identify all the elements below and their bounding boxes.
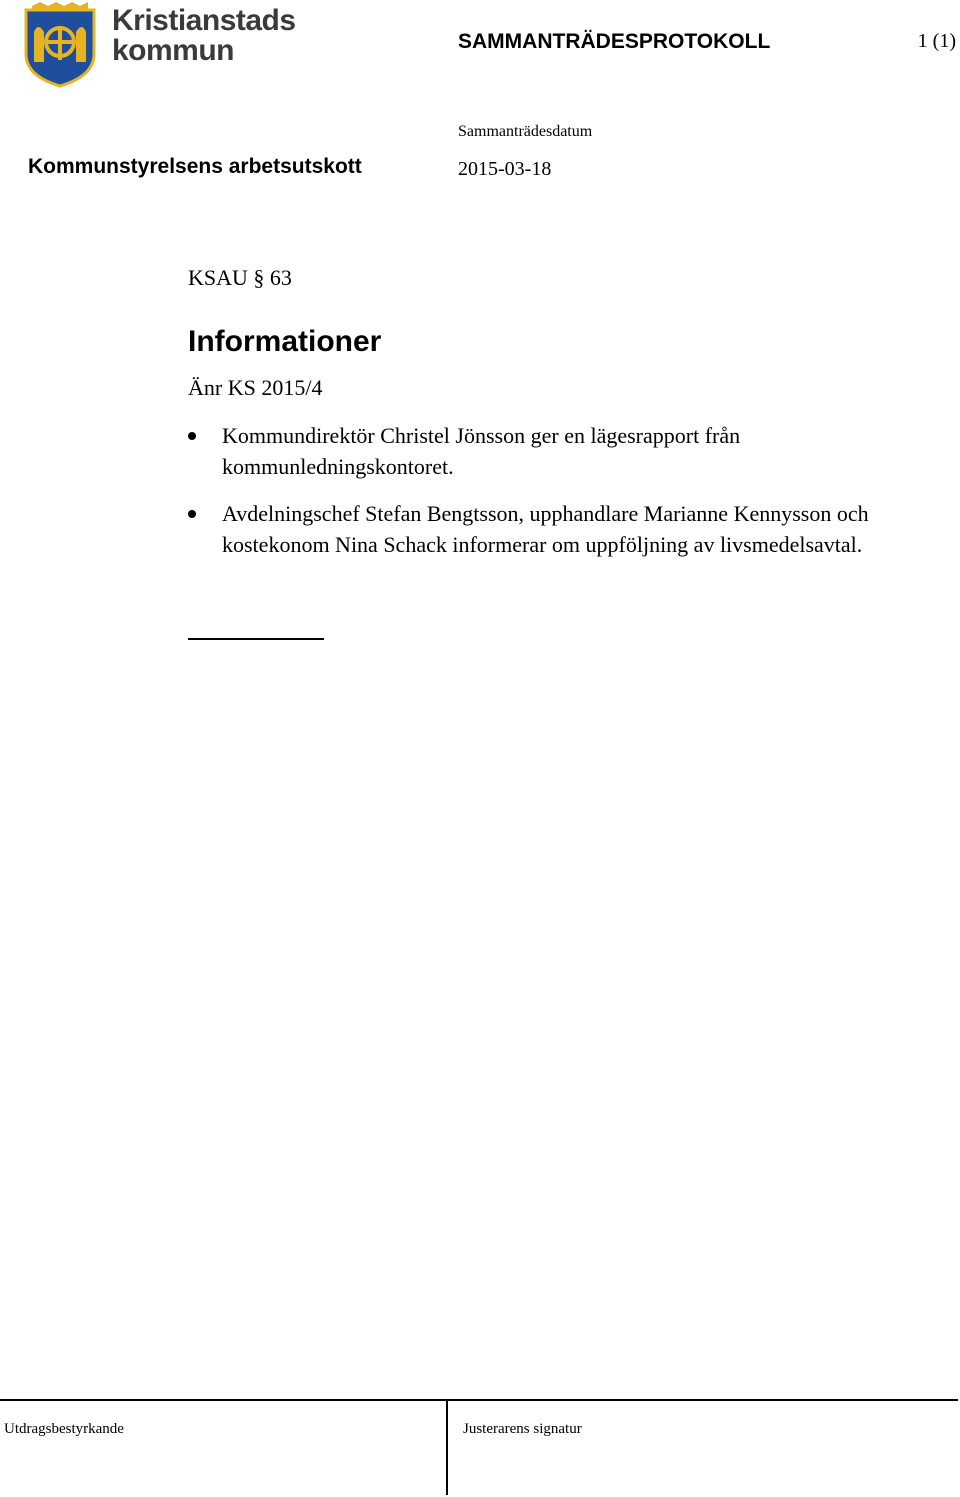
page-number: 1 (1) [917, 30, 956, 52]
bullet-icon [188, 432, 196, 440]
footer-rule [0, 1399, 958, 1401]
section-end-rule [188, 638, 324, 640]
coat-of-arms-icon [22, 2, 98, 88]
logo-wordmark [112, 6, 296, 66]
certification-label: Utdragsbestyrkande [4, 1421, 124, 1437]
signature-label: Justerarens signatur [463, 1421, 582, 1437]
list-item [186, 420, 886, 482]
section-title: Informationer [188, 325, 382, 358]
meeting-date: 2015-03-18 [458, 158, 552, 180]
section-reference: KSAU § 63 [188, 265, 292, 290]
committee-name: Kommunstyrelsens arbetsutskott [28, 155, 362, 178]
logo-line-1: Kristianstads [112, 4, 296, 37]
municipality-logo [22, 2, 302, 88]
document-type: SAMMANTRÄDESPROTOKOLL [458, 30, 771, 53]
logo-line-2: kommun [112, 34, 235, 67]
case-number: Änr KS 2015/4 [188, 375, 323, 400]
information-list [186, 420, 886, 576]
meeting-date-label: Sammanträdesdatum [458, 123, 593, 140]
list-item [186, 498, 886, 560]
list-item-text: Kommundirektör Christel Jönsson ger en lägesrapport från kommunledningskontoret. [222, 423, 741, 479]
bullet-icon [188, 510, 196, 518]
list-item-text: Avdelningschef Stefan Bengtsson, upphandlare Marianne Kennysson och kostekonom Nina Schack informerar om uppföljning av livsmedelsavtal. [222, 501, 869, 557]
footer-divider [446, 1399, 448, 1495]
